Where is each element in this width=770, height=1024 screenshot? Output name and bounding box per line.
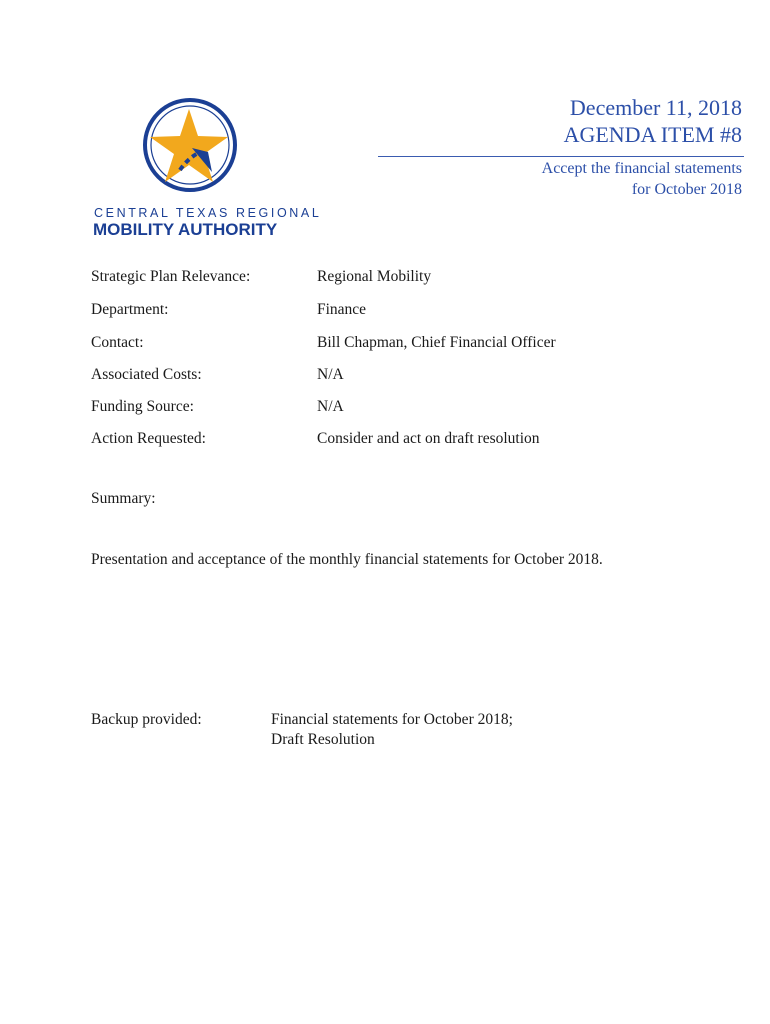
agenda-subtitle-line1: Accept the financial statements xyxy=(541,160,742,177)
field-label: Action Requested: xyxy=(91,430,206,447)
agenda-item-number: AGENDA ITEM #8 xyxy=(563,122,742,147)
field-label: Department: xyxy=(91,301,169,318)
field-label: Strategic Plan Relevance: xyxy=(91,268,251,285)
field-label: Associated Costs: xyxy=(91,366,202,383)
field-value: Bill Chapman, Chief Financial Officer xyxy=(317,334,556,351)
backup-item: Financial statements for October 2018; xyxy=(271,711,513,728)
meeting-date: December 11, 2018 xyxy=(569,95,742,120)
field-value: Consider and act on draft resolution xyxy=(317,430,540,447)
org-name-line1: CENTRAL TEXAS REGIONAL xyxy=(94,206,322,220)
header-divider xyxy=(378,156,744,157)
summary-text: Presentation and acceptance of the monthly financial statements for October 2018. xyxy=(91,551,603,568)
field-value: N/A xyxy=(317,398,344,415)
organization-logo xyxy=(92,96,322,241)
field-label: Contact: xyxy=(91,334,144,351)
summary-heading: Summary: xyxy=(91,490,156,507)
field-value: N/A xyxy=(317,366,344,383)
field-value: Regional Mobility xyxy=(317,268,432,285)
backup-heading: Backup provided: xyxy=(91,711,202,728)
field-value: Finance xyxy=(317,301,367,318)
agenda-subtitle-line2: for October 2018 xyxy=(631,181,742,198)
org-name-line2: MOBILITY AUTHORITY xyxy=(93,220,278,239)
backup-item: Draft Resolution xyxy=(271,731,375,748)
star-road-icon xyxy=(142,96,238,194)
field-label: Funding Source: xyxy=(91,398,194,415)
